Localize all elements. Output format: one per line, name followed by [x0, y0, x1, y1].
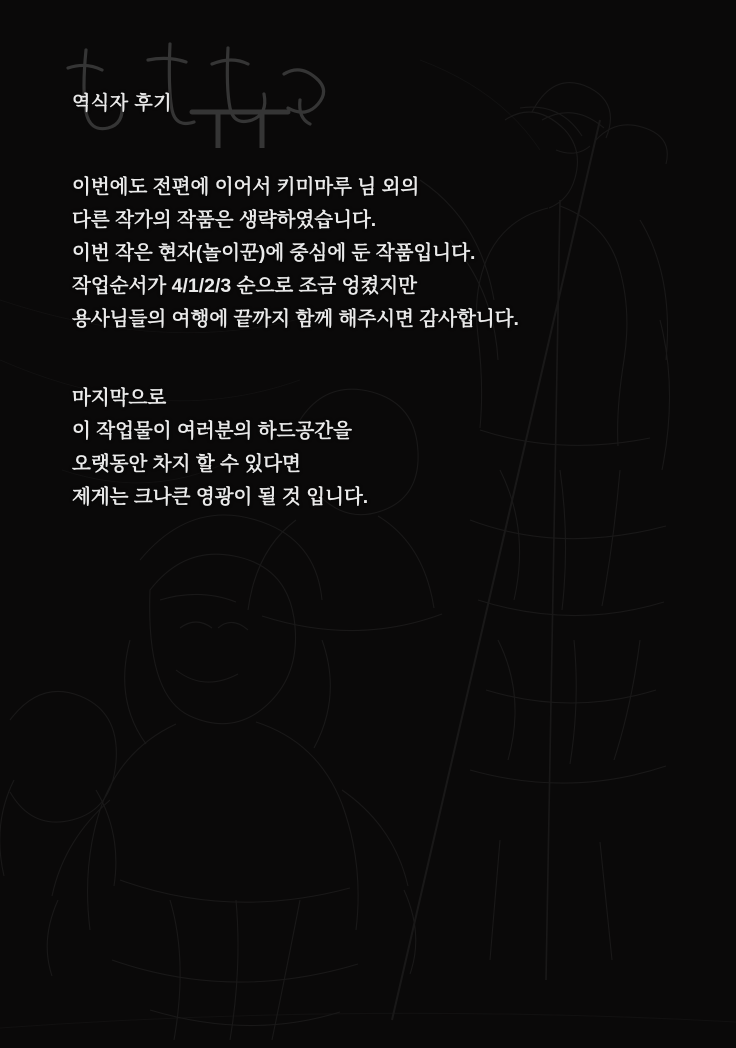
afterword-line: 오랫동안 차지 할 수 있다면	[72, 453, 301, 475]
afterword-line: 제게는 크나큰 영광이 될 것 입니다.	[72, 486, 369, 508]
afterword-line: 이번 작은 현자(놀이꾼)에 중심에 둔 작품입니다.	[72, 242, 476, 264]
afterword-title: 역식자 후기	[72, 93, 173, 114]
afterword-line: 용사님들의 여행에 끝까지 함께 해주시면 감사합니다.	[72, 308, 519, 330]
afterword-line: 이 작업물이 여러분의 하드공간을	[72, 420, 352, 442]
afterword-paragraph-1	[72, 171, 672, 336]
afterword-content	[72, 88, 672, 514]
afterword-line: 다른 작가의 작품은 생략하였습니다.	[72, 209, 377, 231]
afterword-line: 이번에도 전편에 이어서 키미마루 님 외의	[72, 176, 420, 198]
afterword-paragraph-2	[72, 382, 672, 514]
afterword-line: 마지막으로	[72, 387, 167, 409]
afterword-line: 작업순서가 4/1/2/3 순으로 조금 엉켰지만	[72, 275, 418, 297]
